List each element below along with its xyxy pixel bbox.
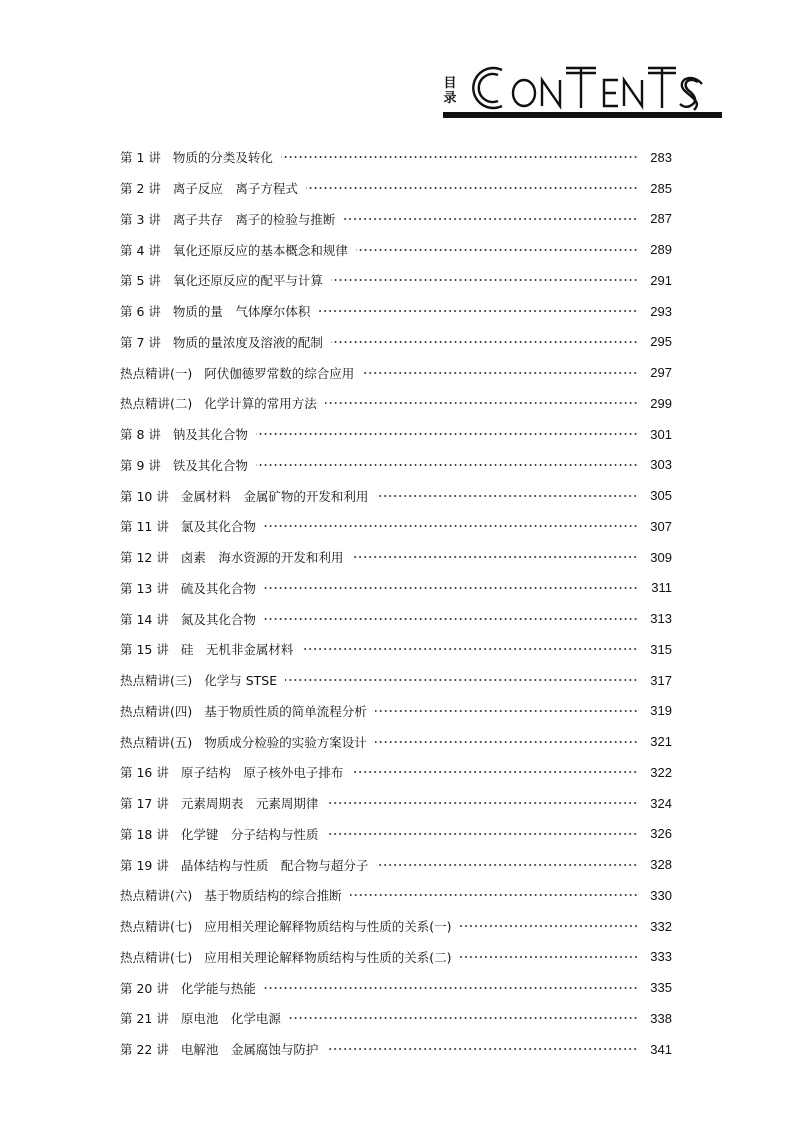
toc-entry-page: 299 [650,395,672,411]
toc-entry-leader-dots [331,341,638,343]
contents-logo [462,62,722,114]
toc-entry-number: 第 10 讲 [120,488,169,504]
toc-entry-title: 钠及其化合物 [172,427,248,443]
toc-entry-number: 热点精讲(五) [120,734,193,750]
toc-entry-page: 301 [650,426,672,442]
mulu-char-2: 录 [443,91,457,106]
toc-entry-page: 332 [650,918,672,934]
toc-entry-title: 离子反应 离子方程式 [172,181,298,197]
toc-entry-page: 335 [650,980,672,996]
toc-entry-leader-dots [331,279,638,281]
toc-entry[interactable] [120,849,672,880]
toc-entry-number: 第 22 讲 [120,1042,169,1058]
toc-entry-title: 卤素 海水资源的开发和利用 [180,550,344,566]
toc-entry[interactable] [120,419,672,450]
toc-entry-page: 317 [650,672,672,688]
toc-entry-leader-dots [256,433,638,435]
toc-entry-page: 322 [650,764,672,780]
mulu-label [440,68,460,114]
toc-entry-leader-dots [376,864,638,866]
toc-entry[interactable] [120,204,672,235]
toc-entry-title: 离子共存 离子的检验与推断 [172,211,336,227]
toc-entry-page: 287 [650,211,672,227]
toc-entry-page: 311 [651,580,672,596]
toc-entry-page: 319 [650,703,672,719]
toc-entry-page: 307 [650,518,672,534]
toc-entry-leader-dots [285,679,638,681]
toc-entry-number: 第 15 讲 [120,642,169,658]
mulu-char-1: 目 [443,76,457,91]
toc-entry-number: 第 6 讲 [120,304,161,320]
toc-entry-leader-dots [264,618,638,620]
toc-entry-title: 金属材料 金属矿物的开发和利用 [180,488,369,504]
toc-entry-page: 333 [650,949,672,965]
toc-entry-title: 化学键 分子结构与性质 [180,826,319,842]
toc-entry-page: 338 [650,1010,672,1026]
toc-entry-title: 氯及其化合物 [180,519,256,535]
toc-entry-title: 物质的量 气体摩尔体积 [172,304,311,320]
toc-entry-title: 应用相关理论解释物质结构与性质的关系(一) [204,919,452,935]
toc-entry-title: 原子结构 原子核外电子排布 [180,765,344,781]
toc-entry-page: 326 [650,826,672,842]
toc-entry-number: 第 7 讲 [120,334,161,350]
toc-entry-number: 热点精讲(三) [120,673,193,689]
toc-entry[interactable] [120,450,672,481]
toc-entry-title: 氧化还原反应的基本概念和规律 [172,242,348,258]
toc-entry-page: 291 [650,272,672,288]
toc-entry-page: 285 [650,180,672,196]
toc-entry-page: 303 [650,457,672,473]
toc-entry-title: 基于物质结构的综合推断 [204,888,342,904]
toc-entry-leader-dots [356,249,638,251]
toc-entry[interactable] [120,819,672,850]
toc-entry-leader-dots [351,556,638,558]
toc-entry-leader-dots [326,833,638,835]
toc-entry-number: 热点精讲(七) [120,949,193,965]
toc-entry-number: 第 20 讲 [120,980,169,996]
toc-entry-title: 原电池 化学电源 [180,1011,281,1027]
toc-entry-leader-dots [326,1048,638,1050]
toc-entry-leader-dots [351,771,638,773]
toc-entry-number: 热点精讲(六) [120,888,193,904]
toc-entry-leader-dots [325,402,638,404]
toc-entry[interactable] [120,634,672,665]
toc-entry[interactable] [120,480,672,511]
toc-entry-leader-dots [375,741,638,743]
toc-entry[interactable] [120,603,672,634]
toc-entry[interactable] [120,357,672,388]
toc-entry-title: 基于物质性质的简单流程分析 [204,703,367,719]
toc-entry-page: 341 [650,1041,672,1057]
toc-entry-page: 324 [650,795,672,811]
toc-entry[interactable] [120,1034,672,1065]
toc-entry-page: 313 [650,611,672,627]
toc-entry[interactable] [120,327,672,358]
toc-entry-leader-dots [289,1017,638,1019]
toc-entry-leader-dots [256,464,638,466]
toc-entry[interactable] [120,911,672,942]
toc-entry[interactable] [120,542,672,573]
toc-entry-leader-dots [460,925,638,927]
toc-entry[interactable] [120,726,672,757]
toc-entry-number: 热点精讲(二) [120,396,193,412]
toc-entry[interactable] [120,942,672,973]
toc-entry-leader-dots [264,987,638,989]
toc-entry-page: 293 [650,303,672,319]
toc-entry[interactable] [120,296,672,327]
toc-entry-leader-dots [460,956,638,958]
toc-entry-number: 热点精讲(七) [120,919,193,935]
toc-entry-title: 应用相关理论解释物质结构与性质的关系(二) [204,949,452,965]
toc-entry-leader-dots [264,587,638,589]
toc-entry-leader-dots [301,648,638,650]
toc-entry-number: 第 13 讲 [120,580,169,596]
toc-entry[interactable] [120,265,672,296]
contents-header [440,62,722,120]
toc-entry-leader-dots [350,894,638,896]
toc-entry-number: 第 8 讲 [120,427,161,443]
toc-entry[interactable] [120,880,672,911]
toc-entry-leader-dots [362,372,638,374]
toc-entry-number: 第 9 讲 [120,457,161,473]
toc-entry-leader-dots [306,187,638,189]
toc-entry-number: 热点精讲(四) [120,703,193,719]
toc-entry-leader-dots [318,310,638,312]
toc-entry[interactable] [120,757,672,788]
table-of-contents [120,142,672,1065]
toc-entry-page: 315 [650,641,672,657]
toc-entry-title: 电解池 金属腐蚀与防护 [180,1042,319,1058]
toc-entry-title: 元素周期表 元素周期律 [180,796,319,812]
toc-entry-title: 氧化还原反应的配平与计算 [172,273,323,289]
toc-entry-title: 物质的量浓度及溶液的配制 [172,334,323,350]
toc-entry-leader-dots [281,156,638,158]
toc-entry-leader-dots [376,495,638,497]
toc-entry-page: 321 [650,734,672,750]
toc-entry[interactable] [120,665,672,696]
toc-entry-page: 289 [650,242,672,258]
toc-entry-title: 化学与 STSE [204,673,278,689]
toc-entry-title: 物质的分类及转化 [172,150,273,166]
toc-entry-title: 硫及其化合物 [180,580,256,596]
toc-entry-page: 283 [650,149,672,165]
toc-entry-leader-dots [326,802,638,804]
toc-entry-leader-dots [375,710,638,712]
toc-entry-number: 第 2 讲 [120,181,161,197]
toc-entry-title: 物质成分检验的实验方案设计 [204,734,367,750]
toc-entry[interactable] [120,142,672,173]
toc-entry-number: 第 4 讲 [120,242,161,258]
toc-entry-title: 化学能与热能 [180,980,256,996]
toc-entry-number: 第 12 讲 [120,550,169,566]
toc-entry-page: 330 [650,887,672,903]
logo-underline [443,112,722,118]
toc-entry[interactable] [120,234,672,265]
toc-entry[interactable] [120,696,672,727]
toc-entry[interactable] [120,173,672,204]
toc-entry-title: 硅 无机非金属材料 [180,642,294,658]
toc-entry[interactable] [120,511,672,542]
toc-entry[interactable] [120,388,672,419]
toc-entry-title: 氮及其化合物 [180,611,256,627]
toc-entry[interactable] [120,1003,672,1034]
toc-entry-leader-dots [343,218,638,220]
toc-entry-number: 第 18 讲 [120,826,169,842]
toc-entry[interactable] [120,972,672,1003]
toc-entry-number: 第 3 讲 [120,211,161,227]
toc-entry-title: 阿伏伽德罗常数的综合应用 [204,365,355,381]
toc-entry-title: 化学计算的常用方法 [204,396,317,412]
toc-entry-number: 第 17 讲 [120,796,169,812]
toc-entry-number: 第 1 讲 [120,150,161,166]
toc-entry-number: 第 19 讲 [120,857,169,873]
toc-entry[interactable] [120,788,672,819]
toc-entry-number: 第 11 讲 [120,519,169,535]
toc-entry-number: 第 21 讲 [120,1011,169,1027]
toc-entry-page: 295 [650,334,672,350]
toc-entry-leader-dots [264,525,638,527]
toc-entry-number: 第 16 讲 [120,765,169,781]
toc-entry[interactable] [120,573,672,604]
toc-entry-number: 第 14 讲 [120,611,169,627]
toc-entry-number: 第 5 讲 [120,273,161,289]
toc-entry-page: 309 [650,549,672,565]
toc-entry-page: 297 [650,365,672,381]
toc-entry-page: 328 [650,857,672,873]
toc-entry-title: 铁及其化合物 [172,457,248,473]
toc-entry-number: 热点精讲(一) [120,365,193,381]
toc-entry-title: 晶体结构与性质 配合物与超分子 [180,857,369,873]
toc-entry-page: 305 [650,488,672,504]
